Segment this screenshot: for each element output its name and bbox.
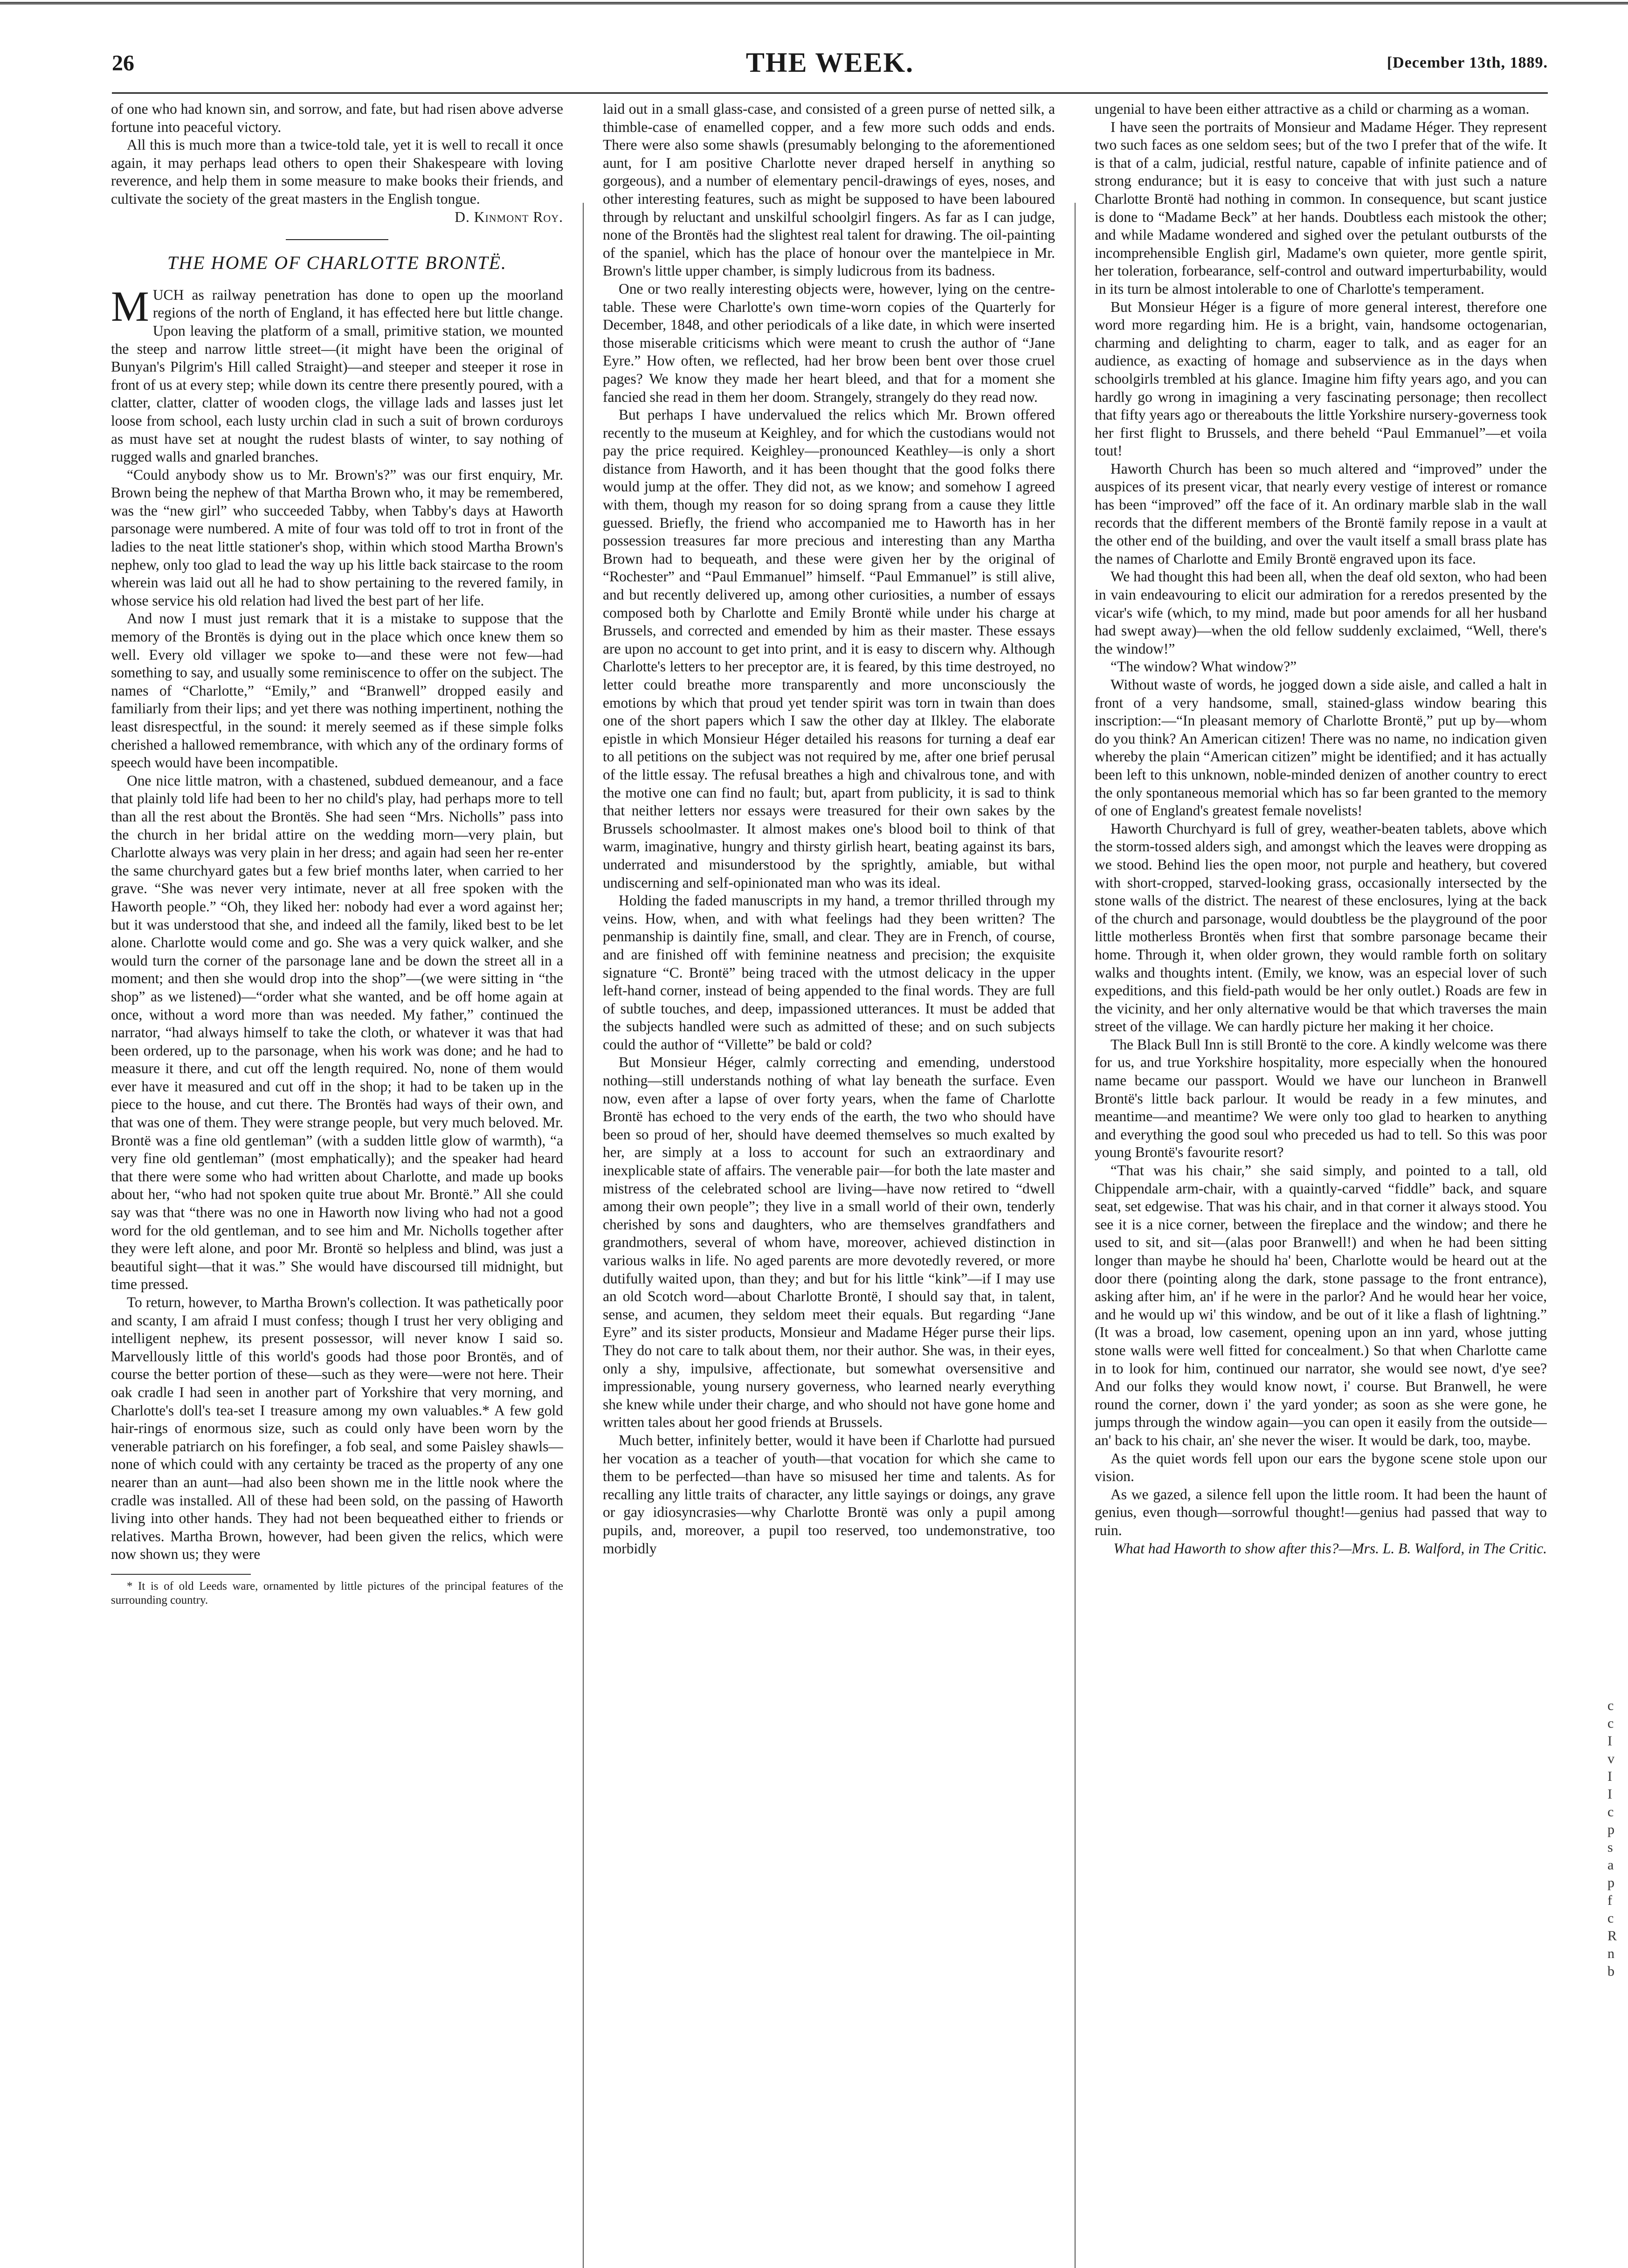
page-number: 26 bbox=[112, 51, 134, 76]
paragraph: One nice little matron, with a chastened, subdued demeanour, and a face that plainly told life had been to her no child's play, had perhaps more to tell than all the rest about the Brontës. She had seen “Mrs. Nicholls” pass into the church in her bridal attire on the wedding morn—very plain, but Charlotte always was very plain in her dress; and again had seen her re-enter the same churchyard gates but a few brief months later, when carried to her grave. “She was never very intimate, never at all free spoken with the Haworth people.” “Oh, they liked her: nobody had ever a word against her; but it was understood that she, and indeed all the family, liked best to be let alone. Charlotte would come and go. She was a very quick walker, and she would turn the corner of the parsonage lane and be down the street all in a moment; and then she would drop into the shop”—(we were sitting in “the shop” as we listened)—“order what she wanted, and be off home again at once, without a word more than was needed. My father,” continued the narrator, “had always himself to take the cloth, or whatever it was that had been ordered, up to the parsonage, when his work was done; and he had to measure it there, and cut off the length required. No, none of them would ever have it measured and cut off in the shop; it had to be taken up in the piece to the house, and cut there. The Brontës had ways of their own, and that was one of them. They were strange people, but very much beloved. Mr. Brontë was a fine old gentleman” (with a sudden little glow of warmth), “a very fine old gentleman” (most emphatically); and the speaker had heard that there were some who had written about Charlotte, and made up books about her, “who had not spoken quite true about Mr. Brontë.” All she could say was that “there was no one in Haworth now living who had not a good word for the old gentleman, and to see him and Mr. Nicholls together after they were left alone, and poor Mr. Brontë so helpless and blind, was just a beautiful sight—that it was.” She would have discoursed till midnight, but time pressed. bbox=[111, 772, 563, 1293]
paragraph: But perhaps I have undervalued the relics which Mr. Brown offered recently to the museum at Keighley, and for which the custodians would not pay the price required. Keighley—pronounced Keathley—is only a short distance from Haworth, and it has been thought that the good folks there would jump at the offer. They did not, as we know; and somehow I agreed with them, though my reason for so doing sprang from a cause they little guessed. Briefly, the friend who accompanied me to Haworth has in her possession treasures far more precious and interesting than any Martha Brown had to bequeath, and these were given her by the original of “Rochester” and “Paul Emmanuel” himself. “Paul Emmanuel” is still alive, and but recently delivered up, among other curiosities, a number of essays composed both by Charlotte and Emily Brontë while under his charge at Brussels, and corrected and emended by him as their master. These essays are upon no account to get into print, and it is easy to discern why. Although Charlotte's letters to her preceptor are, it is feared, by this time destroyed, no letter could breathe more transparently and more unconsciously the emotions by which that proud yet tender spirit was torn in twain than does one of the short papers which I saw the other day at Ilkley. The elaborate epistle in which Monsieur Héger detailed his reasons for turning a deaf ear to all petitions on the subject was not required by me, after one brief perusal of the little essay. The refusal breathes a high and chivalrous tone, and with the motive one can find no fault; but, apart from publicity, it is sad to think that neither letters nor essays were treasured for their own sakes by the Brussels schoolmaster. It almost makes one's blood boil to think of that warm, imaginative, hungry and thirsty girlish heart, beating against its bars, underrated and misunderstood by the sprightly, amiable, but withal undiscerning and self-opinionated man who was its ideal. bbox=[603, 407, 1055, 891]
paragraph: I have seen the portraits of Monsieur and Madame Héger. They represent two such faces as one seldom sees; but of the two I prefer that of the wife. It is that of a calm, judicial, restful nature, capable of infinite patience and of strong endurance; but it is easy to conceive that with just such a nature Charlotte Brontë had nothing in common. In consequence, but scant justice is done to “Madame Beck” at her hands. Doubtless each mistook the other; and while Madame wondered and sighed over the petulant outbursts of the incomprehensible English girl, Madame's own quieter, more gentle spirit, her toleration, forbearance, self-control and outward imperturbability, would in its turn be almost intolerable to one of Charlotte's temperament. bbox=[1095, 118, 1547, 297]
paragraph: of one who had known sin, and sorrow, and fate, but had risen above adverse fortune into peaceful victory. bbox=[111, 101, 563, 135]
footnote: * It is of old Leeds ware, ornamented by little pictures of the principal features of the surrounding country. bbox=[111, 1579, 563, 1606]
paragraph: “That was his chair,” she said simply, and pointed to a tall, old Chippendale arm-chair, with a quaintly-carved “fiddle” back, and square seat, set edgewise. That was his chair, and in that corner it always stood. You see it is a nice corner, between the fireplace and the window; and there he used to sit, and sit—(alas poor Branwell!) and when he had been sitting longer than maybe he should ha' been, Charlotte would be heard out at the door there (pointing along the dark, stone passage to the front entrance), asking after him, an' if he were in the parlor? And he would hear her voice, and he would up wi' this window, and be out of it like a flash of lightning.” (It was a broad, low casement, opening upon an inn yard, whose jutting stone walls were well fitted for concealment.) So that when Charlotte came in to look for him, continued our narrator, she would see nowt, d'ye see? And our folks they would know nowt, i' course. But Branwell, he were round the corner, down i' the yard yonder; as soon as she were gone, he jumps through the window again—you can open it easily from the outside—an' back to his chair, an' she never the wiser. It would be dark, too, maybe. bbox=[1095, 1162, 1547, 1448]
paragraph-text: UCH as railway penetration has done to open up the moorland regions of the north of England, it has effected here but little change. Upon leaving the platform of a small, primitive station, we mounted the steep and narrow little street—(it might have been the original of Bunyan's Pilgrim's Hill called Straight)—and steeper and steeper it rose in front of us at every step; while down its centre there presently poured, with a clatter, clatter, clatter of wooden clogs, the village lads and lasses just let loose from school, each lusty urchin clad in such a suit of brown corduroys as must have set at nought the rudest blasts of winter, to say nothing of rugged walls and gnarled branches. bbox=[111, 286, 563, 465]
column-1 bbox=[111, 100, 563, 2179]
paragraph: And now I must just remark that it is a mistake to suppose that the memory of the Brontës is dying out in the place which once knew them so well. Every old villager we spoke to—and these were not few—had something to say, and usually some reminiscence to offer on the subject. The names of “Charlotte,” “Emily,” and “Branwell” dropped easily and familiarly from their lips; and yet there was nothing impertinent, nothing the least disrespectful, in the sound: it merely seemed as if these simple folks cherished a hallowed remembrance, with which any of the ordinary forms of speech would have been incompatible. bbox=[111, 610, 563, 771]
fragment: c bbox=[1607, 1716, 1614, 1731]
paragraph: One or two really interesting objects were, however, lying on the centre-table. These were Charlotte's own time-worn copies of the Quarterly for December, 1848, and other periodicals of a like date, in which were inserted those miserable criticisms which were meant to crush the author of “Jane Eyre.” How often, we reflected, had her brow been bent over those cruel pages? We know they made her heart bleed, and that for a moment she fancied she read in them her doom. Strangely, strangely do they read now. bbox=[603, 280, 1055, 405]
article-citation: What had Haworth to show after this?—Mrs. L. B. Walford, in The Critic. bbox=[1113, 1540, 1547, 1557]
fragment: c bbox=[1607, 1910, 1614, 1926]
section-divider bbox=[286, 239, 388, 240]
paragraph: As the quiet words fell upon our ears the bygone scene stole upon our vision. bbox=[1095, 1450, 1547, 1485]
adjacent-page-fragments bbox=[1607, 1697, 1626, 2023]
paragraph: But Monsieur Héger is a figure of more general interest, therefore one word more regarding him. He is a bright, vain, handsome octogenarian, charming and delighting to charm, eager to talk, and as eager for an audience, as exacting of homage and subservience as in the days when schoolgirls trembled at his glance. Imagine him fifty years ago, and you can hardly go wrong in imagining a very fascinating personage; then recollect that fifty years ago or thereabouts the little Yorkshire nursery-governess took her first flight to Brussels, and there beheld “Paul Emmanuel”—et voila tout! bbox=[1095, 298, 1547, 459]
fragment: b bbox=[1607, 1964, 1614, 1979]
paragraph: But Monsieur Héger, calmly correcting and emending, understood nothing—still understands nothing of what lay beneath the surface. Even now, even after a lapse of over forty years, when the fame of Charlotte Brontë has echoed to the very ends of the earth, the two who should have been so proud of her, should have deemed themselves so much exalted by her, are simply at a loss to account for such an extraordinary and inexplicable state of affairs. The venerable pair—for both the late master and mistress of the celebrated school are living—have now retired to “dwell among their own people”; they live in a small world of their own, tenderly cherished by sons and daughters, who are themselves grandfathers and grandmothers, several of whom have, moreover, achieved distinction in various walks in life. No aged parents are more devotedly revered, or more dutifully waited upon, than they; and but for his little “kink”—if I may use an old Scotch word—about Charlotte Brontë, I should say that, in talent, sense, and acumen, they seldom meet their equals. But regarding “Jane Eyre” and its sister products, Monsieur and Madame Héger purse their lips. They do not care to talk about them, nor their author. She was, in their eyes, only a shy, impulsive, affectionate, but somewhat oversensitive and impressionable, young nursery governess, who learned nearly everything she knew while under their charge, and who should not have gone home and written tales about her good friends at Brussels. bbox=[603, 1054, 1055, 1431]
paragraph: ungenial to have been either attractive as a child or charming as a woman. bbox=[1095, 101, 1530, 117]
paragraph: Haworth Churchyard is full of grey, weather-beaten tablets, above which the storm-tossed alders sigh, and amongst which the leaves were dropping as we stood. Behind lies the open moor, not purple and heathery, but covered with short-cropped, starved-looking grass, occasionally intersected by the stone walls of the district. The nearest of these enclosures, lying at the back of the church and parsonage, would doubtless be the playground of the poor little motherless Brontës when first that sombre parsonage became their home. Through it, when older grown, they would ramble forth on solitary walks and thoughts intent. (Emily, we know, was an especial lover of such expeditions, and this field-path would be her only outlet.) Roads are few in the vicinity, and her only alternative would be that which traverses the main street of the village. We can hardly picture her making it her choice. bbox=[1095, 820, 1547, 1035]
paragraph: laid out in a small glass-case, and consisted of a green purse of netted silk, a thimble-case of enamelled copper, and a few more such odds and ends. There were also some shawls (presumably belonging to the aforementioned aunt, for I am positive Charlotte never draped herself in anything so gorgeous), and a number of elementary pencil-drawings of eyes, noses, and other interesting features, such as might be supposed to have been laboured through by reluctant and unskilful schoolgirl fingers. As far as I can judge, none of the Brontës had the slightest real talent for drawing. The oil-painting of the spaniel, which has the place of honour over the mantelpiece in Mr. Brown's little upper chamber, is simply ludicrous from its badness. bbox=[603, 101, 1055, 279]
footnote-rule bbox=[111, 1574, 251, 1575]
fragment: c bbox=[1607, 1698, 1614, 1713]
header-rule bbox=[112, 92, 1548, 94]
masthead-title: THE WEEK. bbox=[745, 47, 914, 78]
drop-cap: M bbox=[111, 282, 149, 330]
page-header bbox=[112, 47, 1548, 92]
paragraph: As we gazed, a silence fell upon the little room. It had been the haunt of genius, even though—sorrowful thought!—genius had passed that way to ruin. bbox=[1095, 1486, 1547, 1538]
column-divider bbox=[1075, 203, 1076, 2268]
fragment: I bbox=[1607, 1786, 1612, 1802]
fragment: a bbox=[1607, 1857, 1614, 1873]
fragment: p bbox=[1607, 1822, 1614, 1837]
fragment: p bbox=[1607, 1875, 1614, 1890]
fragment: s bbox=[1607, 1840, 1613, 1855]
paragraph: To return, however, to Martha Brown's collection. It was pathetically poor and scanty, I am afraid I must confess; though I trust her very obliging and intelligent nephew, its present possessor, will never know I said so. Marvellously little of this world's goods had those poor Brontës, and of course the better portion of these—such as they were—were not here. Their oak cradle I had seen in another part of Yorkshire that very morning, and Charlotte's doll's tea-set I treasure among my own valuables.* A few gold hair-rings of enormous size, such as could only have been worn by the venerable patriarch on his forefinger, a fob seal, and some Paisley shawls—none of which could with any certainty be traced as the property of any one nearer than an aunt—had also been shown me in the little nook where the cradle was installed. All of these had been sold, on the passing of Haworth living into other hands. They had not been bequeathed either to friends or relatives. Martha Brown, however, had been given the relics, which were now shown us; they were bbox=[111, 1294, 563, 1563]
paragraph: We had thought this had been all, when the deaf old sexton, who had been in vain endeavouring to elicit our admiration for a reredos presented by the vicar's wife (which, to my mind, made but poor amends for all her husband had swept away)—when the old fellow suddenly exclaimed, “Well, there's the window!” bbox=[1095, 568, 1547, 657]
paragraph: Without waste of words, he jogged down a side aisle, and called a halt in front of a very handsome, small, stained-glass window bearing this inscription:—“In pleasant memory of Charlotte Brontë,” put up by—whom do you think? An American citizen! There was no name, no indication given whereby the plain “American citizen” might be identified; and it has actually been left to this unknown, noble-minded denizen of another country to erect the only spontaneous memorial which has so far been granted to the memory of one of England's greatest female novelists! bbox=[1095, 676, 1547, 819]
article-columns bbox=[111, 100, 1547, 2179]
issue-date: [December 13th, 1889. bbox=[1387, 54, 1548, 71]
fragment: c bbox=[1607, 1804, 1614, 1820]
paragraph: Haworth Church has been so much altered and “improved” under the auspices of its present vicar, that nearly every vestige of interest or romance has been “improved” off the face of it. An ordinary marble slab in the wall records that the different members of the Brontë family repose in a vault at the other end of the building, and over the vault itself a small brass plate has the names of Charlotte and Emily Brontë engraved upon its face. bbox=[1095, 460, 1547, 567]
paragraph: Holding the faded manuscripts in my hand, a tremor thrilled through my veins. How, when, and with what feelings had they been written? The penmanship is daintily fine, small, and clear. They are in French, of course, and are finished off with feminine neatness and precision; the exquisite signature “C. Brontë” being traced with the utmost delicacy in the upper left-hand corner, instead of being appended to the final words. They are full of subtle touches, and deep, impassioned utterances. It must be added that the subjects handled were such as admitted of these; and on such subjects could the author of “Villette” be bald or cold? bbox=[603, 892, 1055, 1053]
fragment: I bbox=[1607, 1769, 1612, 1784]
paragraph: Much better, infinitely better, would it have been if Charlotte had pursued her vocation as a teacher of youth—that vocation for which she came to them to be perfected—than have so misused her time and talents. As for recalling any little traits of character, any little sayings or doings, any grave or gay idiosyncrasies—why Charlotte Brontë was only a pupil among pupils, and, moreover, a pupil too reserved, too undemonstrative, too morbidly bbox=[603, 1432, 1055, 1557]
paragraph: The Black Bull Inn is still Brontë to the core. A kindly welcome was there for us, and true Yorkshire hospitality, more especially when the honoured name became our passport. Would we have our luncheon in Branwell Brontë's little back parlour. It would be ready in a few minutes, and meantime—and meantime? We were only too glad to hearken to anything and everything the good soul who preceded us had to tell. So this was poor young Brontë's favourite resort? bbox=[1095, 1036, 1547, 1161]
paragraph: “The window? What window?” bbox=[1111, 658, 1297, 675]
fragment: R bbox=[1607, 1928, 1617, 1944]
author-signature: D. Kinmont Roy. bbox=[455, 208, 563, 225]
column-2 bbox=[603, 100, 1055, 2179]
column-3 bbox=[1095, 100, 1547, 2179]
paragraph: All this is much more than a twice-told tale, yet it is well to recall it once again, it may perhaps lead others to open their Shakespeare with loving reverence, and help them in some measure to make books their friends, and cultivate the society of the great masters in the English tongue. bbox=[111, 137, 563, 207]
opening-paragraph bbox=[111, 282, 563, 466]
article-title: THE HOME OF CHARLOTTE BRONTË. bbox=[167, 252, 507, 274]
fragment: v bbox=[1607, 1751, 1614, 1766]
paragraph: “Could anybody show us to Mr. Brown's?” was our first enquiry, Mr. Brown being the nephew of that Martha Brown who, it may be remembered, was the “new girl” who succeeded Tabby, when Tabby's days at Haworth parsonage were numbered. A mite of four was told off to trot in front of the ladies to the neat little stationer's shop, within which stood Martha Brown's nephew, only too glad to lead the way up his little back staircase to the room wherein was laid out all he had to show pertaining to the revered family, in whose service his old relation had lived the best part of her life. bbox=[111, 466, 563, 609]
fragment: n bbox=[1607, 1946, 1614, 1961]
fragment: I bbox=[1607, 1733, 1612, 1749]
page-top-rule bbox=[0, 2, 1628, 5]
fragment: f bbox=[1607, 1893, 1612, 1908]
column-divider bbox=[583, 203, 584, 2268]
